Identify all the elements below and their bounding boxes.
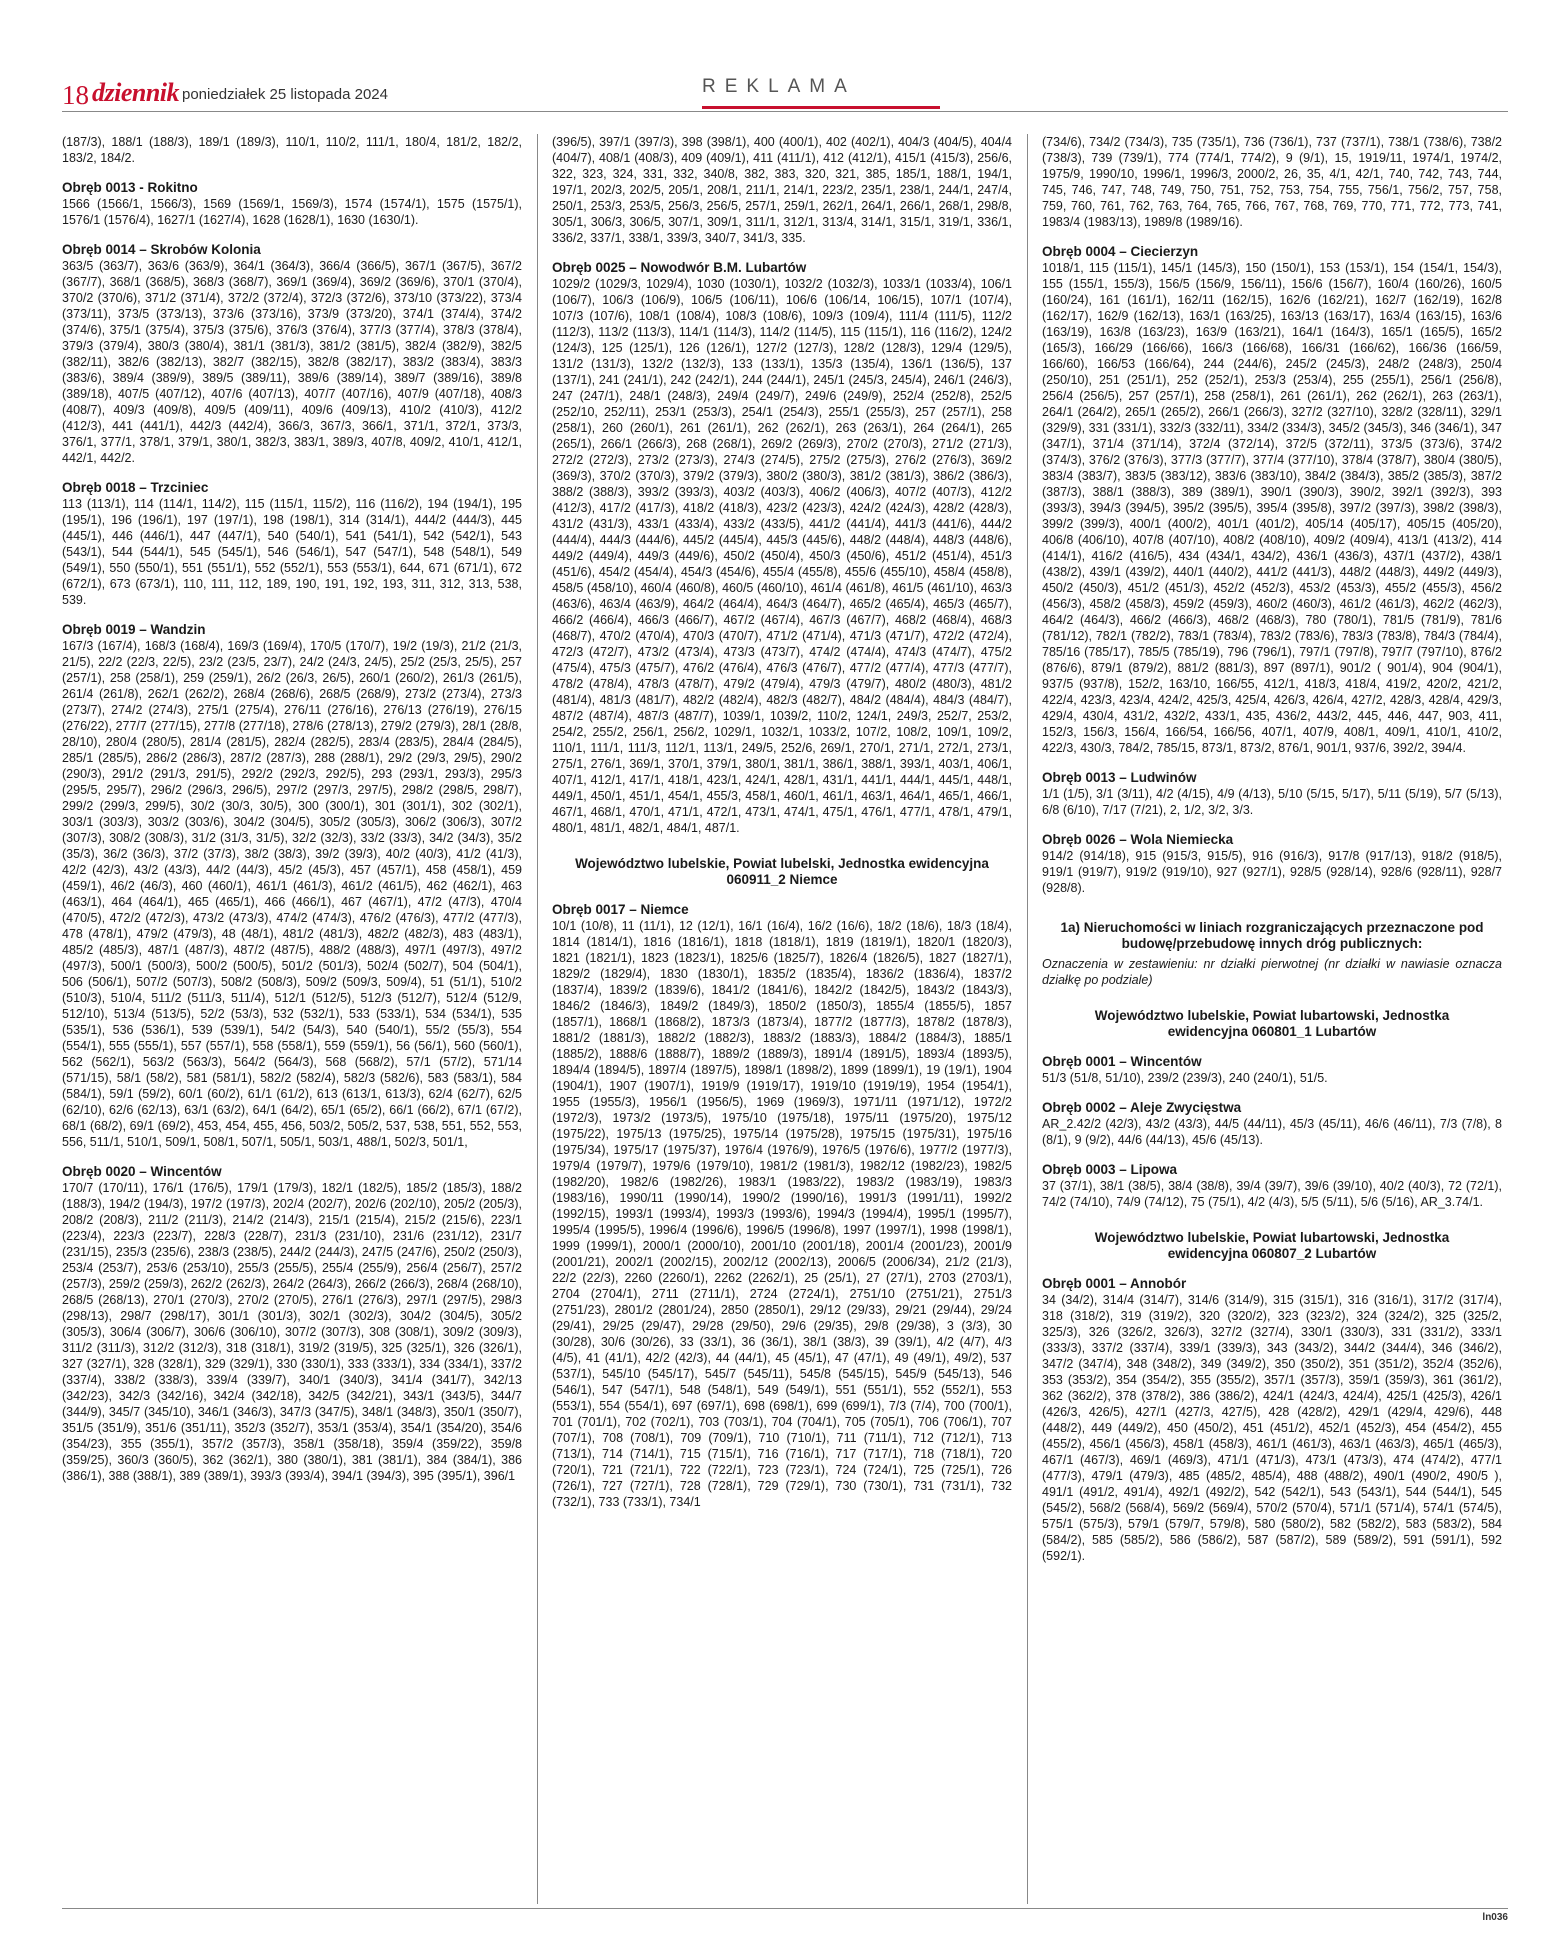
precinct-title: Obręb 0004 – Ciecierzyn (1042, 244, 1199, 259)
precinct-title: Obręb 0026 – Wola Niemiecka (1042, 832, 1234, 847)
parcel-list: 34 (34/2), 314/4 (314/7), 314/6 (314/9), 315 (315/1), 316 (316/1), 317/2 (317/4), 318 (318/2), 319 (319/2), 320 (320/2), 323 (323/2), 324 (324/2), 325 (325/2, 325/3), 326 (326/2, 326/3), 327/2 (327/4), 330/1 (330/3), 331 (331/2), 333/1 (333/3), 337/2 (337/4), 339/1 (339/3), 343 (343/2), 344/2 (344/4), 346 (346/2), 347/2 (347/4), 348 (348/2), 349 (349/2), 350 (350/2), 351 (351/2), 352/4 (352/6), 353 (353/2), 354 (354/2), 355 (355/2), 357/1 (357/3), 359/1 (359/3), 361 (361/2), 362 (362/2), 378 (378/2), 386 (386/2), 424/1 (424/3, 424/4), 425/1 (425/3), 426/1 (426/3, 426/5), 427/1 (427/3, 427/5), 428 (428/2), 429/1 (429/4, 429/6), 448 (448/2), 449 (449/2), 450 (450/2), 451 (451/2), 452/1 (452/3), 454 (454/2), 455 (455/2), 456/1 (456/3), 458/1 (458/3), 461/1 (461/3), 463/1 (463/3), 465/1 (465/3), 467/1 (467/3), 469/1 (469/3), 471/1 (471/3), 473/1 (473/3), 474 (474/2), 477/1 (477/3), 479/1 (479/3), 485 (485/2, 485/4), 488 (488/2), 490/1 (490/2, 490/5 ), 491/1 (491/2, 491/4), 492/1 (492/2), 542 (542/1), 543 (543/1), 544 (544/1), 545 (545/2), 568/2 (568/4), 569/2 (569/4), 570/2 (570/4), 571/1 (571/4), 574/1 (574/5), 575/1 (575/3), 579/1 (579/7, 579/8), 580 (580/2), 582 (582/2), 583 (583/2), 584 (584/2), 585 (585/2), 586 (586/2), 587 (587/2), 589 (589/2), 591 (591/1), 592 (592/1). (1042, 1293, 1502, 1563)
precinct-section (1042, 1276, 1502, 1564)
issue-date: poniedziałek 25 listopada 2024 (182, 86, 388, 103)
precinct-section (552, 902, 1012, 1510)
precinct-section (552, 134, 1012, 246)
parcel-list: 170/7 (170/11), 176/1 (176/5), 179/1 (179/3), 182/1 (182/5), 185/2 (185/3), 188/2 (188/3), 194/2 (194/3), 197/2 (197/3), 202/4 (202/7), 202/6 (202/10), 205/2 (205/3), 208/2 (208/3), 211/2 (211/3), 214/2 (214/3), 215/1 (215/4), 215/2 (215/6), 223/1 (223/4), 223/3 (223/7), 228/3 (228/7), 231/3 (231/10), 231/6 (231/12), 231/7 (231/15), 235/3 (235/6), 238/3 (238/5), 244/2 (244/3), 247/5 (247/6), 250/2 (250/3), 253/4 (253/7), 253/6 (253/10), 255/3 (255/5), 255/4 (255/9), 256/4 (256/7), 257/2 (257/3), 259/2 (259/3), 262/2 (262/3), 264/2 (264/3), 266/2 (266/3), 268/4 (268/10), 268/5 (268/13), 270/1 (270/3), 270/2 (270/5), 276/1 (276/3), 297/1 (297/5), 298/3 (298/13), 298/7 (298/17), 301/1 (301/3), 302/1 (302/3), 304/2 (304/5), 305/2 (305/3), 306/4 (306/7), 306/6 (306/10), 307/2 (307/3), 308 (308/1), 309/2 (309/3), 311/2 (311/3), 312/2 (312/3), 318 (318/1), 319/2 (319/5), 325 (325/1), 326 (326/1), 327 (327/1), 328 (328/1), 329 (329/1), 330 (330/1), 333 (333/1), 334 (334/1), 337/2 (337/4), 338/2 (338/3), 339/4 (339/7), 340/1 (340/3), 341/4 (341/7), 342/13 (342/23), 342/3 (342/16), 342/4 (342/18), 342/5 (342/21), 343/1 (343/5), 344/7 (344/9), 345/7 (345/10), 346/1 (346/3), 347/3 (347/5), 348/1 (348/3), 350/1 (350/7), 351/5 (351/9), 351/6 (351/11), 352/3 (352/7), 353/1 (353/4), 354/1 (354/20), 354/6 (354/23), 355 (355/1), 357/2 (357/3), 358/1 (358/18), 359/4 (359/22), 359/8 (359/25), 360/3 (360/5), 362 (362/1), 380 (380/1), 381 (381/1), 384 (384/1), 386 (386/1), 388 (388/1), 389 (389/1), 393/3 (393/4), 394/1 (394/3), 395 (395/1), 396/1 (62, 1181, 522, 1483)
precinct-section (1042, 244, 1502, 756)
precinct-title: Obręb 0019 – Wandzin (62, 622, 206, 637)
parcel-list: 167/3 (167/4), 168/3 (168/4), 169/3 (169/4), 170/5 (170/7), 19/2 (19/3), 21/2 (21/3, 21/5), 22/2 (22/3, 22/5), 23/2 (23/5, 23/7), 24/2 (24/3, 24/5), 25/2 (25/3, 25/5), 257 (257/1), 258 (258/1), 259 (259/1), 26/2 (26/3, 26/5), 260/1 (260/2), 261/3 (261/5), 261/4 (261/8), 262/1 (262/2), 268/4 (268/6), 268/5 (268/9), 273/2 (273/4), 273/3 (273/7), 274/2 (274/3), 275/1 (275/4), 276/11 (276/16), 276/13 (276/19), 276/15 (276/22), 277/7 (277/15), 277/8 (277/18), 278/6 (278/13), 279/2 (279/3), 28/1 (28/8, 28/10), 280/4 (280/5), 281/4 (281/5), 282/4 (282/5), 283/4 (283/5), 284/4 (284/5), 285/1 (285/5), 286/2 (286/3), 287/2 (287/3), 288 (288/1), 29/2 (29/3, 29/5), 290/2 (290/3), 291/2 (291/3, 291/5), 292/2 (292/3, 292/5), 293 (293/1, 293/3), 295/3 (295/5, 295/7), 296/2 (296/3, 296/5), 297/2 (297/3, 297/5), 298/2 (298/5, 298/7), 299/2 (299/3, 299/5), 30/2 (30/3, 30/5), 300 (300/1), 301 (301/1), 302 (302/1), 303/1 (303/3), 303/2 (303/6), 304/2 (304/5), 305/2 (305/3), 306/2 (306/3), 307/2 (307/3), 308/2 (308/3), 31/2 (31/3, 31/5), 32/2 (32/3), 33/2 (33/3), 34/2 (34/3), 35/2 (35/3), 36/2 (36/3), 37/2 (37/3), 38/2 (38/3), 39/2 (39/3), 40/2 (40/3), 41/2 (41/3), 42/2 (42/3), 43/2 (43/3), 44/2 (44/3), 45/2 (45/3), 457 (457/1), 458 (458/1), 459 (459/1), 46/2 (46/3), 460 (460/1), 461/1 (461/3), 461/2 (461/5), 462 (462/1), 463 (463/1), 464 (464/1), 465 (465/1), 466 (466/1), 467 (467/1), 47/2 (47/3), 470/4 (470/5), 472/2 (472/3), 473/2 (473/3), 474/2 (474/3), 476/2 (476/3), 477/2 (477/3), 478 (478/1), 479/2 (479/3), 48 (48/1), 481/2 (481/3), 482/2 (482/3), 483 (483/1), 485/2 (485/3), 487/1 (487/3), 487/2 (487/5), 488/2 (488/3), 497/1 (497/3), 497/2 (497/3), 500/1 (500/3), 500/2 (500/5), 501/2 (501/3), 502/4 (502/7), 504 (504/1), 506 (506/1), 507/2 (507/3), 508/2 (508/3), 509/2 (509/3, 509/4), 51 (51/1), 510/2 (510/3), 510/4, 511/2 (511/3, 511/4), 512/1 (512/5), 512/3 (512/7), 512/4 (512/9, 512/10), 513/4 (513/5), 52/2 (53/3), 532 (532/1), 533 (533/1), 534 (534/1), 535 (535/1), 536 (536/1), 539 (539/1), 54/2 (54/3), 540 (540/1), 55/2 (55/3), 554 (554/1), 555 (555/1), 557 (557/1), 558 (558/1), 559 (559/1), 56 (56/1), 560 (560/1), 562 (562/1), 563/2 (563/3), 564/2 (564/3), 568 (568/2), 57/1 (57/2), 571/14 (571/15), 58/1 (58/2), 581 (581/1), 582/2 (582/4), 582/3 (582/6), 583 (583/1), 584 (584/1), 59/1 (59/2), 60/1 (60/2), 61/1 (61/2), 613 (613/1, 613/3), 62/4 (62/7), 62/5 (62/10), 62/6 (62/13), 63/1 (63/2), 64/1 (64/2), 65/1 (65/2), 66/1 (66/2), 67/1 (67/2), 68/1 (68/2), 69/1 (69/2), 453, 454, 455, 456, 503/2, 505/2, 537, 538, 551, 552, 553, 556, 511/1, 510/1, 509/1, 508/1, 507/1, 505/1, 503/1, 488/1, 502/3, 501/1, (62, 639, 522, 1149)
precinct-section (1042, 134, 1502, 230)
column-1 (62, 134, 522, 1904)
district-heading: Województwo lubelskie, Powiat lubartowski, Jednostka ewidencyjna 060807_2 Lubartów (1094, 1230, 1450, 1261)
district-heading: Województwo lubelskie, Powiat lubartowski, Jednostka ewidencyjna 060801_1 Lubartów (1094, 1008, 1450, 1039)
parcel-list: 1/1 (1/5), 3/1 (3/11), 4/2 (4/15), 4/9 (4/13), 5/10 (5/15, 5/17), 5/11 (5/19), 5/7 (5/13), 6/8 (6/10), 7/17 (7/21), 2, 1/2, 3/2, 3/3. (1042, 787, 1502, 817)
precinct-section (1042, 1100, 1502, 1148)
parcel-list: 51/3 (51/8, 51/10), 239/2 (239/3), 240 (240/1), 51/5. (1042, 1071, 1328, 1085)
column-divider (1027, 134, 1028, 1904)
precinct-section (62, 1164, 522, 1484)
parcel-list: (734/6), 734/2 (734/3), 735 (735/1), 736 (736/1), 737 (737/1), 738/1 (738/6), 738/2 (738/3), 739 (739/1), 774 (774/1, 774/2), 9 (9/1), 15, 1919/11, 1974/1, 1974/2, 1975/9, 1990/10, 1996/1, 1996/3, 2000/2, 26, 35, 4/1, 42/1, 740, 742, 743, 744, 745, 746, 747, 748, 749, 750, 751, 752, 753, 754, 755, 756/1, 756/2, 757, 758, 759, 760, 761, 762, 763, 764, 765, 766, 767, 768, 769, 770, 771, 772, 773, 741, 1983/4 (1983/13), 1989/8 (1989/16). (1042, 135, 1502, 229)
parcel-list: AR_2.42/2 (42/3), 43/2 (43/3), 44/5 (44/11), 45/3 (45/11), 46/6 (46/11), 7/3 (7/8), 8 (8/1), 9 (9/2), 44/6 (44/13), 45/6 (45/13). (1042, 1117, 1502, 1147)
precinct-section (62, 480, 522, 608)
precinct-section (62, 180, 522, 228)
parcel-list: 10/1 (10/8), 11 (11/1), 12 (12/1), 16/1 (16/4), 16/2 (16/6), 18/2 (18/6), 18/3 (18/4), 1814 (1814/1), 1816 (1816/1), 1818 (1818/1), 1819 (1819/1), 1820/1 (1820/3), 1821 (1821/1), 1823 (1823/1), 1825/6 (1825/7), 1826/4 (1826/5), 1827 (1827/1), 1829/2 (1829/4), 1830 (1830/1), 1835/2 (1835/4), 1836/2 (1836/4), 1837/2 (1837/4), 1839/2 (1839/6), 1841/2 (1841/6), 1842/2 (1842/5), 1843/2 (1843/3), 1846/2 (1846/3), 1849/2 (1849/3), 1850/2 (1850/3), 1855/4 (1855/5), 1857 (1857/1), 1868/1 (1868/2), 1873/3 (1873/4), 1877/2 (1877/3), 1878/2 (1878/3), 1881/2 (1881/3), 1882/2 (1882/3), 1883/2 (1883/3), 1884/2 (1884/3), 1885/1 (1885/2), 1888/6 (1888/7), 1889/2 (1889/3), 1891/4 (1891/5), 1893/4 (1893/5), 1894/4 (1894/5), 1897/4 (1897/5), 1898/1 (1898/2), 1899 (1899/1), 19 (19/1), 1904 (1904/1), 1907 (1907/1), 1919/9 (1919/17), 1919/10 (1919/19), 1954 (1954/1), 1955 (1955/3), 1956/1 (1956/5), 1969 (1969/3), 1971/11 (1971/12), 1972/2 (1972/3), 1973/2 (1973/5), 1975/10 (1975/18), 1975/11 (1975/20), 1975/12 (1975/22), 1975/13 (1975/25), 1975/14 (1975/28), 1975/15 (1975/31), 1975/16 (1975/34), 1975/17 (1975/37), 1976/4 (1976/9), 1976/5 (1976/6), 1977/2 (1977/3), 1979/4 (1979/7), 1979/6 (1979/10), 1981/2 (1981/3), 1982/12 (1982/23), 1982/5 (1982/20), 1982/6 (1982/26), 1983/1 (1983/22), 1983/2 (1983/19), 1983/3 (1983/16), 1990/11 (1990/14), 1990/2 (1990/16), 1991/3 (1991/11), 1992/2 (1992/15), 1993/1 (1993/4), 1993/3 (1993/6), 1994/3 (1994/4), 1995/1 (1995/7), 1995/4 (1995/5), 1996/4 (1996/6), 1996/5 (1996/8), 1997 (1997/1), 1998 (1998/1), 1999 (1999/1), 2000/1 (2000/10), 2001/10 (2001/18), 2001/4 (2001/23), 2001/9 (2001/21), 2002/1 (2002/15), 2002/12 (2002/13), 2006/5 (2006/34), 21/2 (21/3), 22/2 (22/3), 2260 (2260/1), 2262 (2262/1), 25 (25/1), 27 (27/1), 2703 (2703/1), 2704 (2704/1), 2711 (2711/1), 2724 (2724/1), 2751/10 (2751/21), 2751/3 (2751/23), 2801/2 (2801/24), 2850 (2850/1), 29/12 (29/33), 29/21 (29/44), 29/24 (29/41), 29/25 (29/47), 29/28 (29/50), 29/6 (29/35), 29/8 (29/38), 3 (3/3), 30 (30/28), 30/6 (30/26), 33 (33/1), 36 (36/1), 38/1 (38/3), 39 (39/1), 4/2 (4/7), 4/3 (4/5), 41 (41/1), 42/2 (42/3), 44 (44/1), 45 (45/1), 47 (47/1), 49 (49/1), 49/2), 537 (537/1), 545/10 (545/17), 545/7 (545/11), 545/8 (545/15), 545/9 (545/13), 546 (546/1), 547 (547/1), 548 (548/1), 549 (549/1), 551 (551/1), 552 (552/1), 553 (553/1), 554 (554/1), 697 (697/1), 698 (698/1), 699 (699/1), 7/3 (7/4), 700 (700/1), 701 (701/1), 702 (702/1), 703 (703/1), 704 (704/1), 705 (705/1), 706 (706/1), 707 (707/1), 708 (708/1), 709 (709/1), 710 (710/1), 711 (711/1), 712 (712/1), 713 (713/1), 714 (714/1), 715 (715/1), 716 (716/1), 717 (717/1), 718 (718/1), 720 (720/1), 721 (721/1), 722 (722/1), 723 (723/1), 724 (724/1), 725 (725/1), 726 (726/1), 727 (727/1), 728 (728/1), 729 (729/1), 730 (730/1), 731 (731/1), 732 (732/1), 733 (733/1), 734/1 (552, 919, 1012, 1509)
parcel-list: 363/5 (363/7), 363/6 (363/9), 364/1 (364/3), 366/4 (366/5), 367/1 (367/5), 367/2 (367/7), 368/1 (368/5), 368/3 (368/7), 369/1 (369/4), 369/2 (369/6), 370/1 (370/4), 370/2 (370/6), 371/2 (371/4), 372/2 (372/4), 372/3 (372/6), 373/10 (373/22), 373/4 (373/11), 373/5 (373/13), 373/6 (373/16), 373/9 (373/20), 374/1 (374/4), 374/2 (374/6), 375/1 (375/4), 375/3 (375/6), 376/3 (376/4), 377/3 (377/4), 378/3 (378/4), 379/3 (379/4), 380/3 (380/4), 381/1 (381/3), 381/2 (381/5), 382/4 (382/9), 382/5 (382/11), 382/6 (382/13), 382/7 (382/15), 382/8 (382/17), 383/2 (383/4), 383/3 (383/6), 389/4 (389/9), 389/5 (389/11), 389/6 (389/14), 389/7 (389/16), 389/8 (389/18), 407/5 (407/12), 407/6 (407/13), 407/7 (407/16), 407/9 (407/18), 408/3 (408/7), 409/3 (409/8), 409/5 (409/11), 409/6 (409/13), 410/2 (410/3), 412/2 (412/3), 441 (441/1), 442/3 (442/4), 366/3, 367/3, 366/1, 371/1, 372/1, 373/3, 376/1, 377/1, 378/1, 379/1, 380/1, 382/3, 383/1, 389/3, 407/8, 409/2, 410/1, 412/1, 442/1, 442/2. (62, 259, 522, 465)
bottom-rule (62, 1908, 1508, 1909)
notice-heading: 1a) Nieruchomości w liniach rozgraniczających przeznaczone pod budowę/przebudowę innych dróg publicznych: (1060, 920, 1484, 951)
header-rule (62, 111, 1508, 112)
page-number: 18 (62, 80, 89, 110)
precinct-section (62, 622, 522, 1150)
precinct-section (1042, 1054, 1502, 1086)
precinct-title: Obręb 0020 – Wincentów (62, 1164, 222, 1179)
ad-code: ln036 (1482, 1912, 1508, 1923)
precinct-section (62, 242, 522, 466)
parcel-list: (396/5), 397/1 (397/3), 398 (398/1), 400 (400/1), 402 (402/1), 404/3 (404/5), 404/4 (404/7), 408/1 (408/3), 409 (409/1), 411 (411/1), 412 (412/1), 415/1 (415/3), 256/6, 322, 323, 324, 331, 332, 340/8, 382, 383, 320, 321, 385, 185/1, 188/1, 194/1, 197/1, 202/3, 202/5, 205/1, 208/1, 211/1, 214/1, 223/2, 235/1, 238/1, 244/1, 247/4, 250/1, 253/3, 253/5, 256/3, 256/5, 257/1, 259/1, 262/1, 264/1, 266/1, 268/1, 298/8, 305/1, 306/3, 306/5, 307/1, 309/1, 311/1, 312/1, 313/4, 314/1, 315/1, 319/1, 336/1, 336/2, 337/1, 338/1, 339/3, 340/7, 341/3, 335. (552, 135, 1012, 245)
precinct-section (552, 260, 1012, 836)
parcel-list: 1018/1, 115 (115/1), 145/1 (145/3), 150 (150/1), 153 (153/1), 154 (154/1, 154/3), 155 (155/1, 155/3), 156/5 (156/9, 156/11), 156/6 (156/7), 160/4 (160/26), 160/5 (160/24), 161 (161/1), 162/11 (162/15), 162/6 (162/21), 162/7 (162/19), 162/8 (162/17), 162/9 (162/13), 163/1 (163/25), 163/13 (163/17), 163/4 (163/15), 163/6 (163/19), 163/8 (163/23), 163/9 (163/21), 164/1 (164/3), 165/1 (165/5), 165/2 (165/3), 166/29 (166/66), 166/3 (166/68), 166/31 (166/62), 166/36 (166/59, 166/60), 166/53 (166/64), 244 (244/6), 245/2 (245/3), 248/2 (248/3), 250/4 (250/10), 251 (251/1), 252 (252/1), 253/3 (253/4), 255 (255/1), 256/1 (256/8), 256/4 (256/5), 257 (257/1), 258 (258/1), 261 (261/1), 262 (262/1), 263 (263/1), 264/1 (264/2), 265/1 (265/2), 266/1 (266/3), 327/2 (327/10), 328/2 (328/11), 329/1 (329/9), 331 (331/1), 332/3 (332/11), 334/2 (334/3), 345/2 (345/3), 346 (346/1), 347 (347/1), 371/4 (371/14), 372/4 (372/14), 372/5 (372/11), 373/5 (373/6), 374/2 (374/3), 376/2 (376/3), 377/3 (377/7), 377/4 (377/10), 378/4 (378/7), 380/4 (380/5), 383/4 (383/7), 383/5 (383/12), 383/6 (383/10), 384/2 (384/3), 385/2 (385/3), 387/2 (387/3), 388/1 (388/3), 389 (389/1), 390/1 (390/3), 390/2, 392/1 (392/3), 393 (393/3), 394/3 (394/5), 395/2 (395/5), 395/4 (395/8), 397/2 (397/3), 398/2 (398/3), 399/2 (399/3), 400/1 (400/2), 401/1 (401/2), 405/14 (405/17), 405/15 (405/20), 406/8 (406/10), 407/8 (407/10), 408/2 (408/10), 409/2 (409/4), 413/1 (413/2), 414 (414/1), 416/2 (416/5), 434 (434/1, 434/2), 436/1 (436/3), 437/1 (437/2), 438/1 (438/2), 439/1 (439/2), 440/1 (440/2), 441/2 (441/3), 448/2 (448/3), 449/2 (449/3), 450/2 (450/3), 451/2 (451/3), 452/2 (452/3), 453/2 (453/3), 455/2 (455/3), 456/2 (456/3), 458/2 (458/3), 459/2 (459/3), 460/2 (460/3), 461/2 (461/3), 462/2 (462/3), 464/2 (464/3), 466/2 (466/3), 468/2 (468/3), 780 (780/1), 781/5 (781/9), 781/6 (781/12), 782/1 (782/2), 783/1 (783/4), 783/2 (783/6), 783/3 (783/8), 784/3 (784/4), 785/16 (785/17), 785/5 (785/19), 796 (796/1), 797/1 (797/8), 797/7 (797/10), 876/2 (876/6), 879/1 (879/2), 881/2 (881/3), 897 (897/1), 901/2 ( 901/4), 904 (904/1), 937/5 (937/8), 152/2, 163/10, 166/55, 412/1, 418/3, 418/4, 419/2, 420/2, 421/2, 422/4, 423/3, 423/4, 424/2, 425/3, 425/4, 426/3, 426/4, 427/2, 428/3, 428/4, 429/3, 429/4, 430/4, 431/2, 432/2, 433/1, 435, 436/2, 443/2, 445, 446, 447, 903, 411, 152/3, 156/3, 156/4, 166/54, 166/56, 407/1, 407/9, 408/1, 409/1, 410/1, 410/2, 422/3, 430/3, 784/2, 785/15, 873/1, 873/2, 876/1, 901/1, 937/6, 392/2, 394/4. (1042, 261, 1502, 755)
page-header (62, 76, 1508, 112)
precinct-title: Obręb 0018 – Trzciniec (62, 480, 209, 495)
parcel-list: 1566 (1566/1, 1566/3), 1569 (1569/1, 1569/3), 1574 (1574/1), 1575 (1575/1), 1576/1 (1576/4), 1627/1 (1627/4), 1628 (1628/1), 1630 (1630/1). (62, 197, 522, 227)
precinct-section (1042, 1162, 1502, 1210)
column-divider (537, 134, 538, 1904)
parcel-list: 1029/2 (1029/3, 1029/4), 1030 (1030/1), 1032/2 (1032/3), 1033/1 (1033/4), 106/1 (106/7), 106/3 (106/9), 106/5 (106/11), 106/6 (106/14, 106/15), 107/1 (107/4), 107/3 (107/6), 108/1 (108/4), 108/3 (108/6), 109/3 (109/4), 111/4 (111/5), 112/2 (112/3), 113/2 (113/3), 114/1 (114/3), 114/2 (114/5), 115 (115/1), 116 (116/2), 124/2 (124/3), 125 (125/1), 126 (126/1), 127/2 (127/3), 128/2 (128/3), 129/4 (129/5), 131/2 (131/3), 132/2 (132/3), 133 (133/1), 135/3 (135/4), 136/1 (136/5), 137 (137/1), 241 (241/1), 242 (242/1), 244 (244/1), 245/1 (245/3, 245/4), 246/1 (246/3), 247 (247/1), 248/1 (248/3), 249/4 (249/7), 249/6 (249/9), 252/4 (252/8), 252/5 (252/10, 252/11), 253/1 (253/3), 254/1 (254/3), 255/1 (255/3), 257 (257/1), 258 (258/1), 260 (260/1), 261 (261/1), 262 (262/1), 263 (263/1), 264 (264/1), 265 (265/1), 266/1 (266/3), 268 (268/1), 269/2 (269/3), 270/2 (270/3), 271/2 (271/3), 272/2 (272/3), 273/2 (273/3), 274/3 (274/5), 275/2 (275/3), 276/2 (276/3), 369/2 (369/3), 370/2 (370/3), 379/2 (379/3), 380/2 (380/3), 381/2 (381/3), 386/2 (386/3), 388/2 (388/3), 393/2 (393/3), 403/2 (403/3), 406/2 (406/3), 407/2 (407/3), 412/2 (412/3), 417/2 (417/3), 418/2 (418/3), 423/2 (423/3), 424/2 (424/3), 428/2 (428/3), 431/2 (431/3), 433/1 (433/4), 433/2 (433/5), 441/2 (441/4), 441/3 (441/6), 444/2 (444/4), 444/3 (444/6), 445/2 (445/4), 445/3 (445/6), 448/2 (448/4), 448/3 (448/6), 449/2 (449/4), 449/3 (449/6), 450/2 (450/4), 450/3 (450/6), 451/2 (451/4), 451/3 (451/6), 454/2 (454/4), 454/3 (454/6), 455/4 (455/8), 455/6 (455/10), 458/4 (458/8), 458/5 (458/10), 460/4 (460/8), 460/5 (460/10), 461/4 (461/8), 461/5 (461/10), 463/3 (463/6), 463/4 (463/9), 464/2 (464/4), 464/3 (464/7), 465/2 (465/4), 465/3 (465/7), 466/2 (466/4), 466/3 (466/7), 467/2 (467/4), 467/3 (467/7), 468/2 (468/4), 468/3 (468/7), 470/2 (470/4), 470/3 (470/7), 471/2 (471/4), 471/3 (471/7), 472/2 (472/4), 472/3 (472/7), 473/2 (473/4), 473/3 (473/7), 474/2 (474/4), 474/3 (474/7), 475/2 (475/4), 475/3 (475/7), 476/2 (476/4), 476/3 (476/7), 477/2 (477/4), 477/3 (477/7), 478/2 (478/4), 478/3 (478/7), 479/2 (479/4), 479/3 (479/7), 480/2 (480/3), 481/2 (481/4), 481/3 (481/7), 482/2 (482/4), 482/3 (482/7), 484/2 (484/4), 484/3 (484/7), 487/2 (487/4), 487/3 (487/7), 1039/1, 1039/2, 110/2, 124/1, 249/3, 252/7, 253/2, 254/2, 255/2, 256/1, 256/2, 1029/1, 1032/1, 1033/2, 107/2, 108/2, 109/1, 109/2, 110/1, 111/1, 111/3, 112/1, 113/1, 249/5, 252/6, 269/1, 270/1, 271/1, 272/1, 273/1, 275/1, 276/1, 369/1, 370/1, 379/1, 380/1, 381/1, 386/1, 388/1, 393/1, 403/1, 406/1, 407/1, 412/1, 417/1, 418/1, 423/1, 424/1, 428/1, 431/1, 441/1, 444/1, 445/1, 448/1, 449/1, 450/1, 451/1, 454/1, 455/3, 458/1, 460/1, 461/1, 463/1, 464/1, 465/1, 466/1, 467/1, 468/1, 470/1, 471/1, 472/1, 473/1, 474/1, 475/1, 476/1, 477/1, 478/1, 479/1, 480/1, 481/1, 482/1, 484/1, 487/1. (552, 277, 1012, 835)
newspaper-logo: dziennik (92, 78, 180, 107)
precinct-title: Obręb 0014 – Skrobów Kolonia (62, 242, 261, 257)
column-3 (1042, 134, 1502, 1904)
precinct-section (1042, 770, 1502, 818)
precinct-title: Obręb 0003 – Lipowa (1042, 1162, 1178, 1177)
precinct-title: Obręb 0013 - Rokitno (62, 180, 198, 195)
precinct-title: Obręb 0001 – Wincentów (1042, 1054, 1202, 1069)
precinct-title: Obręb 0002 – Aleje Zwycięstwa (1042, 1100, 1242, 1115)
parcel-list: 113 (113/1), 114 (114/1, 114/2), 115 (115/1, 115/2), 116 (116/2), 194 (194/1), 195 (195/1), 196 (196/1), 197 (197/1), 198 (198/1), 314 (314/1), 444/2 (444/3), 445 (445/1), 446 (446/1), 447 (447/1), 540 (540/1), 541 (541/1), 542 (542/1), 543 (543/1), 544 (544/1), 545 (545/1), 546 (546/1), 547 (547/1), 548 (548/1), 549 (549/1), 550 (550/1), 551 (551/1), 552 (552/1), 553 (553/1), 644, 671 (671/1), 672 (672/1), 673 (673/1), 110, 111, 112, 189, 190, 191, 192, 193, 311, 312, 313, 538, 539. (62, 497, 522, 607)
precinct-title: Obręb 0025 – Nowodwór B.M. Lubartów (552, 260, 807, 275)
notice-note: Oznaczenia w zestawieniu: nr działki pierwotnej (nr działki w nawiasie oznacza działkę po podziale) (1042, 957, 1502, 987)
parcel-list: 37 (37/1), 38/1 (38/5), 38/4 (38/8), 39/4 (39/7), 39/6 (39/10), 40/2 (40/3), 72 (72/1), 74/2 (74/10), 74/9 (74/12), 75 (75/1), 4/2 (4/3), 5/5 (5/11), 5/6 (5/16), AR_3.74/1. (1042, 1179, 1502, 1209)
precinct-section (1042, 832, 1502, 896)
section-label: REKLAMA (702, 76, 856, 97)
precinct-section (62, 134, 522, 166)
column-2 (552, 134, 1012, 1904)
district-heading: Województwo lubelskie, Powiat lubelski, Jednostka ewidencyjna 060911_2 Niemce (575, 856, 989, 887)
parcel-list: (187/3), 188/1 (188/3), 189/1 (189/3), 110/1, 110/2, 111/1, 180/4, 181/2, 182/2, 183/2, 184/2. (62, 135, 522, 165)
parcel-list: 914/2 (914/18), 915 (915/3, 915/5), 916 (916/3), 917/8 (917/13), 918/2 (918/5), 919/1 (919/7), 919/2 (919/10), 927 (927/1), 928/5 (928/14), 928/6 (928/11), 928/7 (928/8). (1042, 849, 1502, 895)
precinct-title: Obręb 0001 – Annobór (1042, 1276, 1187, 1291)
text-columns (62, 134, 1508, 1904)
precinct-title: Obręb 0013 – Ludwinów (1042, 770, 1197, 785)
section-underline (702, 106, 940, 109)
precinct-title: Obręb 0017 – Niemce (552, 902, 689, 917)
